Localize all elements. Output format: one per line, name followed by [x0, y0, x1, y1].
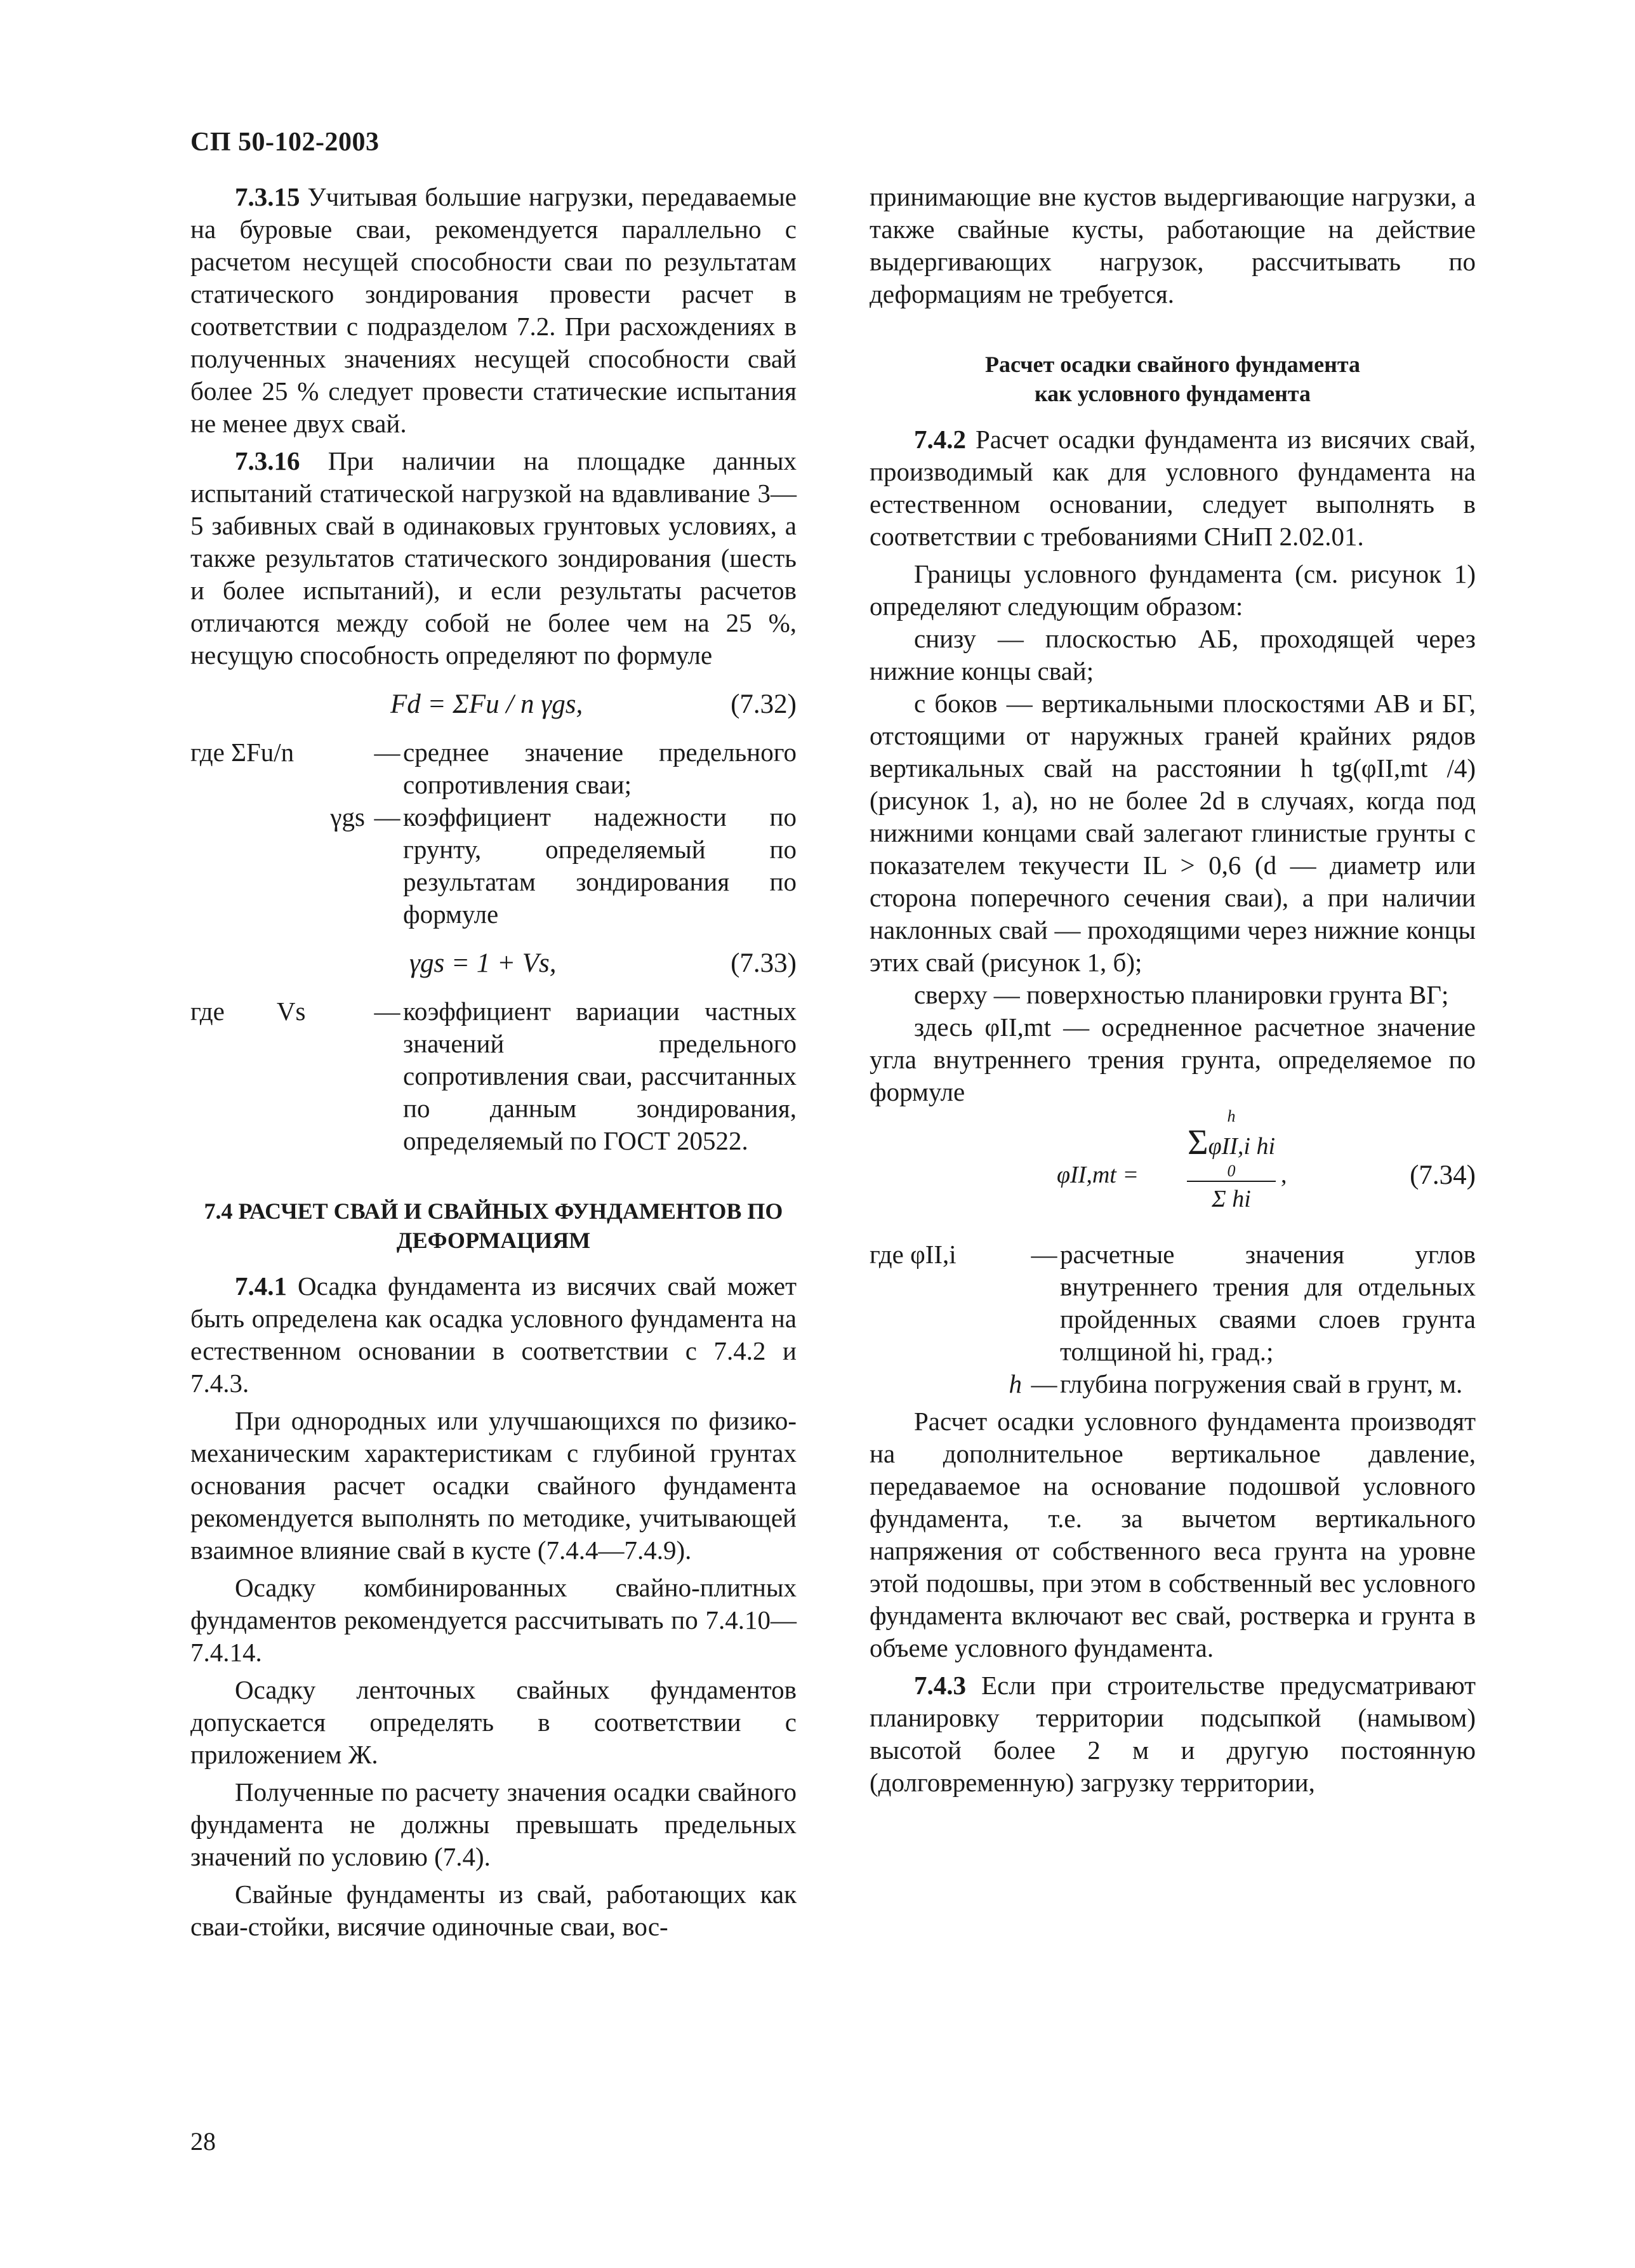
paragraph-end-bearing-piles: Свайные фундаменты из свай, работающих как сваи-стойки, висячие одиночные сваи, вос-	[190, 1880, 797, 1941]
sum-lower-limit: 0	[1227, 1162, 1236, 1180]
formula-comma: ,	[1281, 1162, 1287, 1188]
subheading-line-1: Расчет осадки свайного фундамента	[984, 352, 1360, 377]
paragraph-side-boundaries: с боков — вертикальными плоскостями АВ и БГ, отстоящими от наружных граней крайних рядов вертикальных свай на расстоянии h tg(φII,mt /4) (рисунок 1, а), но не более 2d в случаях, когда под нижними концами свай залегают глинистые грунты с показателем текучести IL > 0,6 (d — диаметр или сторона поперечного сечения сваи), а при наличии наклонных свай — проходящими через нижние концы этих свай (рисунок 1, б);	[870, 689, 1476, 977]
paragraph-limit-values: Полученные по расчету значения осадки свайного фундамента не должны превышать предельных значений по условию (7.4).	[190, 1777, 797, 1871]
paragraph-7-3-16	[190, 445, 797, 672]
document-code: СП 50-102-2003	[190, 128, 380, 157]
numerator-term: φII,i hi	[1208, 1133, 1276, 1160]
where-symbol: где ΣFu/n	[190, 738, 295, 767]
where-symbol: где Vs	[190, 997, 306, 1026]
where-block-3	[190, 995, 797, 1157]
formula-fraction	[1187, 1108, 1276, 1216]
where-dash: —	[1031, 1369, 1057, 1398]
denominator: Σ hi	[1212, 1186, 1251, 1212]
paragraph-7-3-15	[190, 181, 797, 440]
section-heading-7-4: 7.4 РАСЧЕТ СВАЙ И СВАЙНЫХ ФУНДАМЕНТОВ ПО ДЕФОРМАЦИЯМ	[204, 1198, 783, 1253]
paragraph-text: Учитывая большие нагрузки, передаваемые на буровые сваи, рекомендуется параллельно с расчетом несущей способности сваи по результатам статического зондирования провести расчет в соответствии с подразделом 7.2. При расхождениях в полученных значениях несущей способности свай более 25 % следует провести статические испытания не менее двух свай.	[190, 182, 797, 438]
where-description: коэффициент вариации частных значений предельного сопротивления сваи, рассчитанных по данным зондирования, определяемый по ГОСТ 20522.	[403, 997, 797, 1155]
fraction-bar	[1187, 1181, 1276, 1182]
where-block-1	[190, 736, 797, 801]
formula-7-34	[870, 1108, 1476, 1238]
where-dash: —	[1031, 1240, 1057, 1269]
paragraph-boundaries: Границы условного фундамента (см. рисунок 1) определяют следующим образом:	[870, 559, 1476, 621]
paragraph-text: Осадка фундамента из висячих свай может быть определена как осадка условного фундамента на естественном основании в соответствии с 7.4.2 и 7.4.3.	[190, 1271, 797, 1398]
where-symbol: γgs	[330, 802, 365, 832]
paragraph-text: Расчет осадки фундамента из висячих свай, производимый как для условного фундамента на естественном основании, следует выполнять в соответствии с требованиями СНиП 2.02.01.	[870, 425, 1476, 551]
paragraph-homogeneous-soils: При однородных или улучшающихся по физико-механическим характеристикам с глубиной грунтах основания расчет осадки свайного фундамента рекомендуется выполнять по методике, учитывающей взаимное влияние свай в кусте (7.4.4—7.4.9).	[190, 1406, 797, 1565]
where-symbol: где φII,i	[870, 1240, 957, 1269]
where-description: среднее значение предельного сопротивления сваи;	[403, 738, 797, 799]
formula-expression: γgs = 1 + Vs,	[409, 948, 557, 978]
page-number: 28	[190, 2127, 216, 2156]
where-dash: —	[374, 738, 400, 767]
clause-number: 7.4.2	[914, 425, 966, 454]
formula-number: (7.32)	[731, 689, 797, 719]
clause-number: 7.3.16	[235, 446, 300, 475]
paragraph-text: При наличии на площадке данных испытаний статической нагрузкой на вдавливание 3—5 забивных свай в одинаковых грунтовых условиях, а также результатов статического зондирования (шесть и более испытаний), и если результаты расчетов отличаются между собой не более чем на 25 %, несущую способность определяют по формуле	[190, 446, 797, 670]
where-block-5	[870, 1368, 1476, 1400]
where-description: расчетные значения углов внутреннего трения для отдельных пройденных сваями слоев грунта толщиной hi, град.;	[1060, 1240, 1476, 1366]
paragraph-combined-foundations: Осадку комбинированных свайно-плитных фундаментов рекомендуется рассчитывать по 7.4.10—7.4.14.	[190, 1573, 797, 1667]
where-description: глубина погружения свай в грунт, м.	[1060, 1369, 1463, 1398]
where-dash: —	[374, 802, 400, 832]
subheading-line-2: как условного фундамента	[1034, 381, 1311, 406]
sum-upper-limit: h	[1227, 1107, 1236, 1125]
paragraph-7-4-1	[190, 1270, 797, 1400]
formula-number: (7.33)	[731, 948, 797, 978]
clause-number: 7.4.1	[235, 1271, 287, 1301]
where-symbol: h	[1009, 1369, 1022, 1398]
paragraph-7-4-2	[870, 423, 1476, 553]
formula-7-33	[190, 931, 797, 995]
formula-expression: Fd = ΣFu / n γgs,	[390, 689, 583, 719]
paragraph-7-4-3	[870, 1669, 1476, 1799]
sum-sign: Σ	[1187, 1123, 1208, 1162]
paragraph-strip-foundations: Осадку ленточных свайных фундаментов допускается определять в соответствии с приложением Ж.	[190, 1675, 797, 1769]
clause-number: 7.3.15	[235, 182, 300, 211]
where-description: коэффициент надежности по грунту, определяемый по результатам зондирования по формуле	[403, 802, 797, 929]
formula-lhs: φII,mt =	[1057, 1162, 1139, 1188]
right-column	[870, 181, 1476, 1799]
paragraph-settlement-calculation: Расчет осадки условного фундамента производят на дополнительное вертикальное давление, передаваемое на основание подошвой условного фундамента, т.е. за вычетом вертикального напряжения от собственного веса грунта на уровне этой подошвы, при этом в собственный вес условного фундамента включают вес свай, ростверка и грунта в объеме условного фундамента.	[870, 1407, 1476, 1662]
paragraph-continuation: принимающие вне кустов выдергивающие нагрузки, а также свайные кусты, работающие на действие выдергивающих нагрузок, рассчитывать по деформациям не требуется.	[870, 182, 1476, 308]
where-block-2	[190, 801, 797, 931]
left-column	[190, 181, 797, 1943]
clause-number: 7.4.3	[914, 1671, 966, 1700]
paragraph-friction-angle: здесь φII,mt — осредненное расчетное значение угла внутреннего трения грунта, определяемое по формуле	[870, 1012, 1476, 1106]
where-dash: —	[374, 997, 400, 1026]
where-block-4	[870, 1238, 1476, 1368]
paragraph-top-boundary: сверху — поверхностью планировки грунта ВГ;	[914, 980, 1449, 1009]
paragraph-bottom-boundary: снизу — плоскостью АБ, проходящей через нижние концы свай;	[870, 624, 1476, 686]
formula-number: (7.34)	[1410, 1160, 1476, 1190]
formula-7-32	[190, 672, 797, 736]
paragraph-text: Если при строительстве предусматривают планировку территории подсыпкой (намывом) высотой более 2 м и другую постоянную (долговременную) загрузку территории,	[870, 1671, 1476, 1797]
